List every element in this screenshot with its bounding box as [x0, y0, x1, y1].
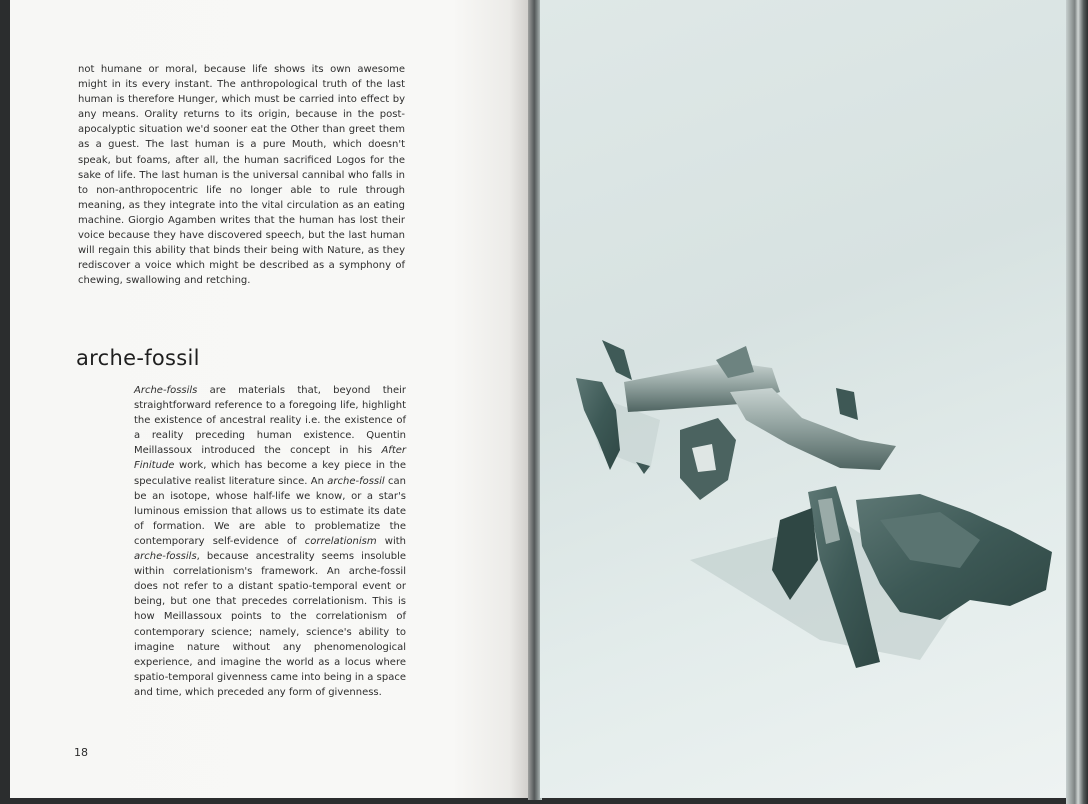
fragment-shard	[576, 378, 620, 470]
paragraph-2-text-4: with	[376, 535, 406, 547]
body-paragraph-2-indented	[134, 383, 406, 700]
italic-work-title: After Finitude	[134, 445, 406, 472]
section-heading: arche-fossil	[76, 346, 200, 370]
branch-diagonal	[730, 388, 896, 470]
paragraph-2-text-1: are materials that, beyond their straightforward reference to a foregoing life, highlight the existence of ancestral reality i.e. the existence of a reality preceding human existence. Quentin Meillassoux introduced the concept in his	[134, 385, 406, 457]
paragraph-2-text-2: work, which has become a key piece in the speculative realist literature since. An	[134, 460, 406, 487]
right-page	[540, 0, 1068, 798]
fragment-artwork	[540, 0, 1068, 798]
italic-term: Arche-fossils	[134, 385, 198, 396]
italic-term-3: correlationism	[304, 535, 377, 547]
debris-cluster	[836, 388, 858, 420]
book-right-edge	[1066, 0, 1088, 804]
paragraph-2-text-3: can be an isotope, whose half-life we know, or a star's luminous emission that allows us to estimate its date of formation. We are able to problematize the contemporary self-evidence of	[134, 475, 406, 547]
italic-term-2: arche-fossil	[327, 475, 385, 487]
body-paragraph-1: not humane or moral, because life shows its own awesome might in its every instant. The anthropological truth of the last human is therefore Hunger, which must be carried into effect by any means. Orality returns to its origin, because in the post-apocalyptic situation we'd sooner eat the Other than greet them as a guest. The last human is a pure Mouth, which doesn't speak, but foams, after all, the human sacrificed Logos for the sake of life. The last human is the universal cannibal who falls in to non-anthropocentric life no longer able to rule through meaning, as they integrate into the vital circulation as an eating machine. Giorgio Agamben writes that the human has lost their voice because they have discovered speech, but the last human will regain this ability that binds their being with Nature, as they rediscover a voice which might be described as a symphony of chewing, swallowing and retching.	[78, 64, 405, 287]
paragraph-2-text-5: , because ancestrality seems insoluble within correlationism's framework. An arche-fossil does not refer to a distant spatio-temporal event or being, but one that precedes correlationism. This is how Meillassoux points to the correlationism of contemporary science; namely, science's ability to imagine nature without any phenomenological experience, and imagine the world as a locus where spatio-temporal givenness came into being in a space and time, which preceded any form of givenness.	[134, 551, 406, 698]
italic-term-4: arche-fossils	[134, 551, 197, 563]
page-number: 18	[74, 746, 88, 759]
fragment-shard	[602, 340, 632, 380]
